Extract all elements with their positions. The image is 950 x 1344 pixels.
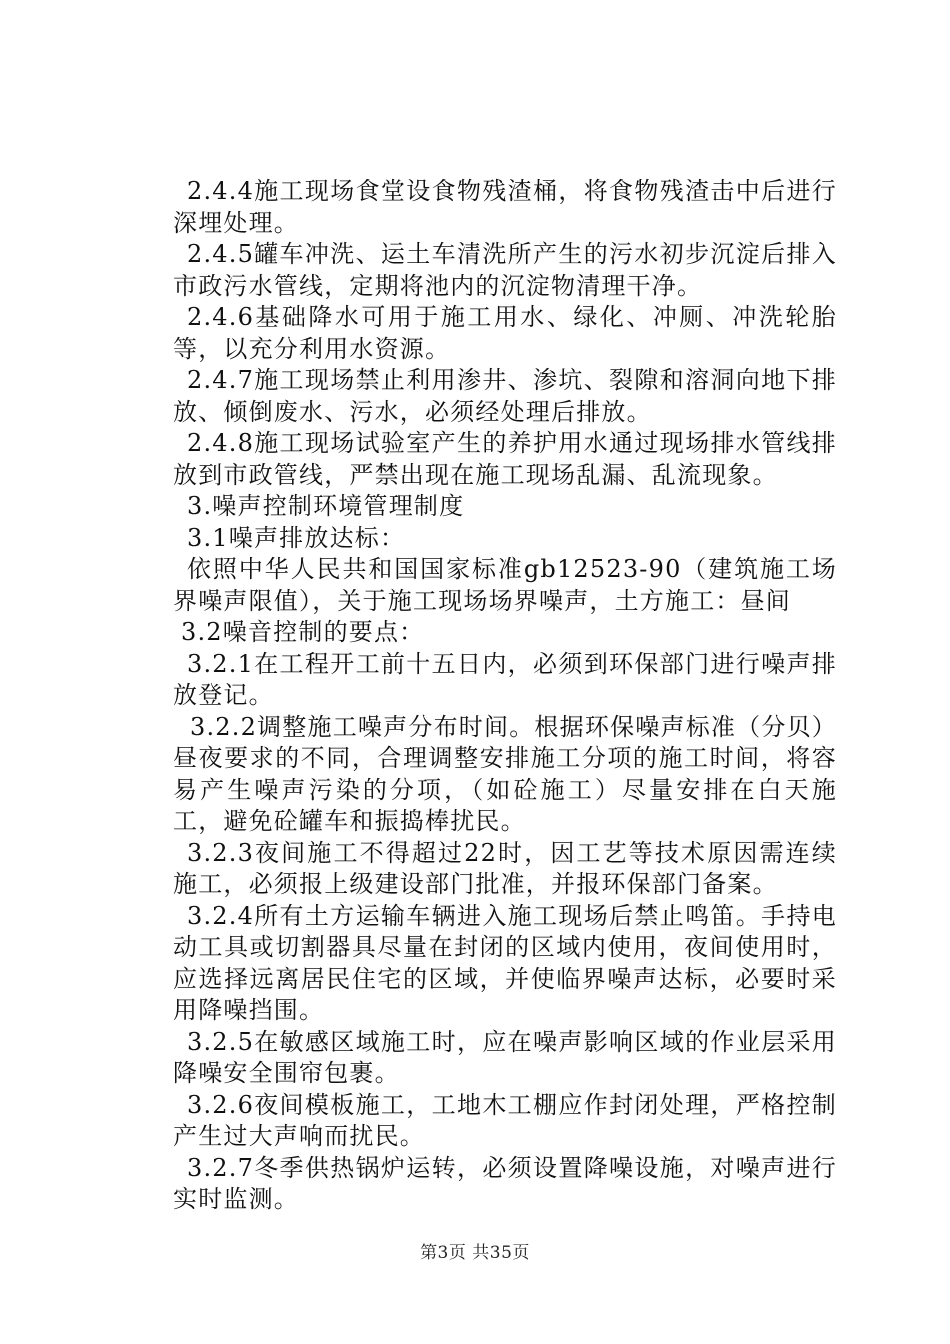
document-body [173, 176, 837, 1216]
paragraph-3-2-7: 3.2.7冬季供热锅炉运转，必须设置降噪设施，对噪声进行实时监测。 [173, 1153, 837, 1213]
paragraph-2-4-4: 2.4.4施工现场食堂设食物残渣桶，将食物残渣击中后进行深埋处理。 [173, 177, 837, 237]
paragraph-3-2-1: 3.2.1在工程开工前十五日内，必须到环保部门进行噪声排放登记。 [173, 649, 837, 709]
paragraph-3-2-2: 3.2.2调整施工噪声分布时间。根据环保噪声标准（分贝）昼夜要求的不同，合理调整安排施工分项的施工时间，将容易产生噪声污染的分项，（如砼施工）尽量安排在白天施工，避免砼罐车和振捣棒扰民。 [173, 712, 837, 835]
subheading-3-2: 3.2噪音控制的要点： [181, 618, 425, 646]
paragraph-2-4-8: 2.4.8施工现场试验室产生的养护用水通过现场排水管线排放到市政管线，严禁出现在施工现场乱漏、乱流现象。 [173, 429, 837, 489]
subheading-3-1: 3.1噪声排放达标： [187, 523, 406, 552]
paragraph-3-2-5: 3.2.5在敏感区域施工时，应在噪声影响区域的作业层采用降噪安全围帘包裹。 [173, 1027, 837, 1087]
paragraph-3-2-6: 3.2.6夜间模板施工，工地木工棚应作封闭处理，严格控制产生过大声响而扰民。 [173, 1090, 837, 1150]
paragraph-standard-reference: 依照中华人民共和国国家标准gb12523-90（建筑施工场界噪声限值），关于施工现场场界噪声，土方施工：昼间 [173, 555, 837, 615]
paragraph-2-4-6: 2.4.6基础降水可用于施工用水、绿化、冲厕、冲洗轮胎等，以充分利用水资源。 [173, 303, 837, 363]
paragraph-3-2-4: 3.2.4所有土方运输车辆进入施工现场后禁止鸣笛。手持电动工具或切割器具尽量在封闭的区域内使用，夜间使用时，应选择远离居民住宅的区域，并使临界噪声达标，必要时采用降噪挡围。 [173, 901, 837, 1024]
paragraph-2-4-7: 2.4.7施工现场禁止利用渗井、渗坑、裂隙和溶洞向地下排放、倾倒废水、污水，必须经处理后排放。 [173, 366, 837, 426]
paragraph-2-4-5: 2.4.5罐车冲洗、运土车清洗所产生的污水初步沉淀后排入市政污水管线，定期将池内的沉淀物清理干净。 [173, 240, 837, 300]
paragraph-3-2-3: 3.2.3夜间施工不得超过22时，因工艺等技术原因需连续施工，必须报上级建设部门批准，并报环保部门备案。 [173, 838, 837, 898]
page-number-footer: 第3页 共35页 [420, 1243, 530, 1263]
section-heading-3: 3.噪声控制环境管理制度 [187, 492, 465, 520]
